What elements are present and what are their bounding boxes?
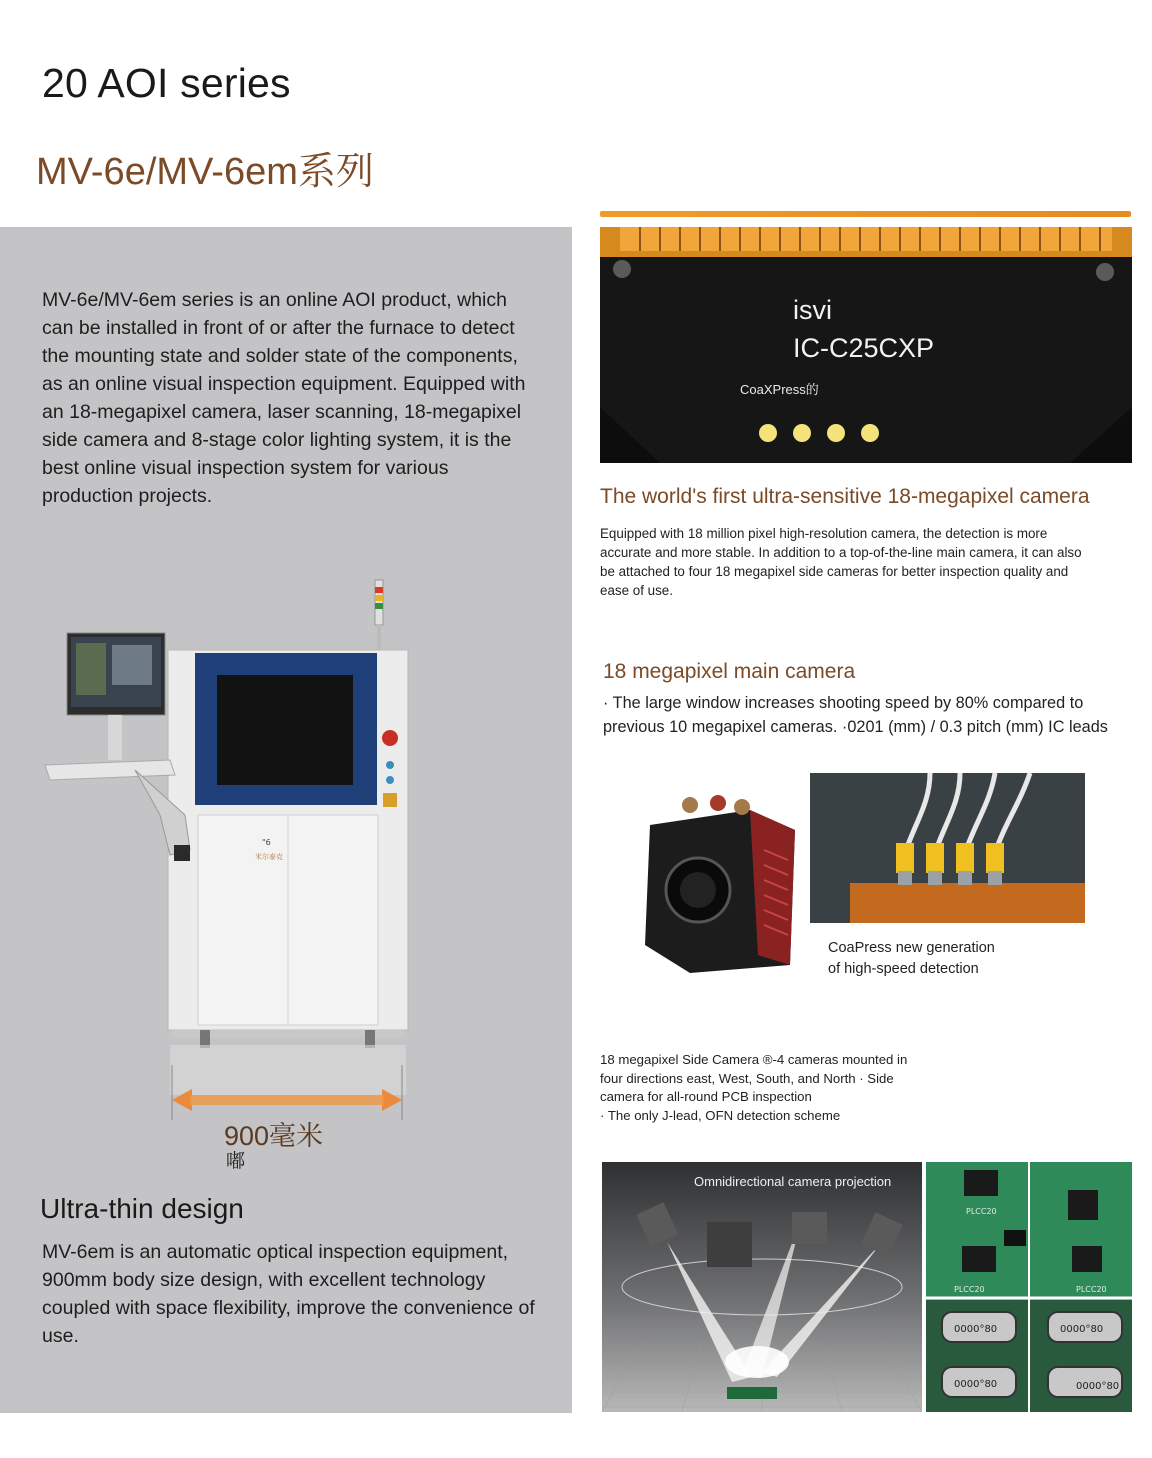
camera-sub: CoaXPress的 xyxy=(740,382,819,397)
crystal-label-2: 0000°80 xyxy=(1060,1324,1104,1335)
main-camera-paragraph: · The large window increases shooting speed by 80% compared to previous 10 megapixel cameras. ·0201 (mm) / 0.3 pitch (mm) IC leads xyxy=(603,694,1108,736)
pcb-label-3: PLCC20 xyxy=(1076,1285,1107,1294)
machine-badge-top: "6 xyxy=(262,838,271,847)
ultra-thin-paragraph: MV-6em is an automatic optical inspection equipment, 900mm body size design, with excellent technology coupled with space flexibility, improve the convenience of use. xyxy=(42,1241,535,1347)
model-title: MV-6e/MV-6em系列 xyxy=(36,151,374,193)
intro-paragraph: MV-6e/MV-6em series is an online AOI product, which can be installed in front of or after the furnace to detect the mounting state and solder state of the components, as an online visual inspection equipment. Equipped with an 18-megapixel camera, laser scanning, 18-megapixel side camera and 8-stage color lighting system, it is the best online visual inspection system for various production projects. xyxy=(42,289,526,507)
dimension-sub: 嘟 xyxy=(226,1151,246,1172)
first-camera-paragraph: Equipped with 18 million pixel high-resolution camera, the detection is more accurate and more stable. In addition to a top-of-the-line main camera, it can also be attached to four 18 megapixel side cameras for better inspection quality and ease of use. xyxy=(600,526,1082,598)
main-camera-heading: 18 megapixel main camera xyxy=(603,660,856,683)
first-camera-heading: The world's first ultra-sensitive 18-megapixel camera xyxy=(600,485,1090,508)
side-camera-paragraph: 18 megapixel Side Camera ®-4 cameras mounted in four directions east, West, South, and North · Side camera for all-round PCB inspection · The only J-lead, OFN detection scheme xyxy=(600,1052,908,1123)
aoi-machine-illustration xyxy=(40,575,480,1175)
coapress-caption: CoaPress new generation of high-speed detection xyxy=(828,940,995,977)
camera-brand: isvi xyxy=(793,295,832,325)
accent-bar xyxy=(600,211,1131,217)
pcb-label-1: PLCC20 xyxy=(966,1207,997,1216)
omnidirectional-caption: Omnidirectional camera projection xyxy=(694,1174,892,1189)
machine-badge-brand: 米尔泰克 xyxy=(255,853,283,861)
series-title: 20 AOI series xyxy=(42,60,291,106)
pcb-label-2: PLCC20 xyxy=(954,1285,985,1294)
camera-model: IC-C25CXP xyxy=(793,333,935,363)
industrial-camera-image xyxy=(640,795,805,975)
omnidirectional-projection-image xyxy=(602,1162,922,1412)
ultra-thin-heading: Ultra-thin design xyxy=(40,1193,244,1224)
crystal-label-3: 0000°80 xyxy=(954,1379,998,1390)
crystal-label-1: 0000°80 xyxy=(954,1324,998,1335)
cable-connection-photo xyxy=(810,773,1085,923)
crystal-label-4: 0000°80 xyxy=(1076,1381,1120,1392)
dimension-label: 900毫米 xyxy=(224,1121,324,1151)
pcb-inspection-samples xyxy=(926,1162,1132,1412)
